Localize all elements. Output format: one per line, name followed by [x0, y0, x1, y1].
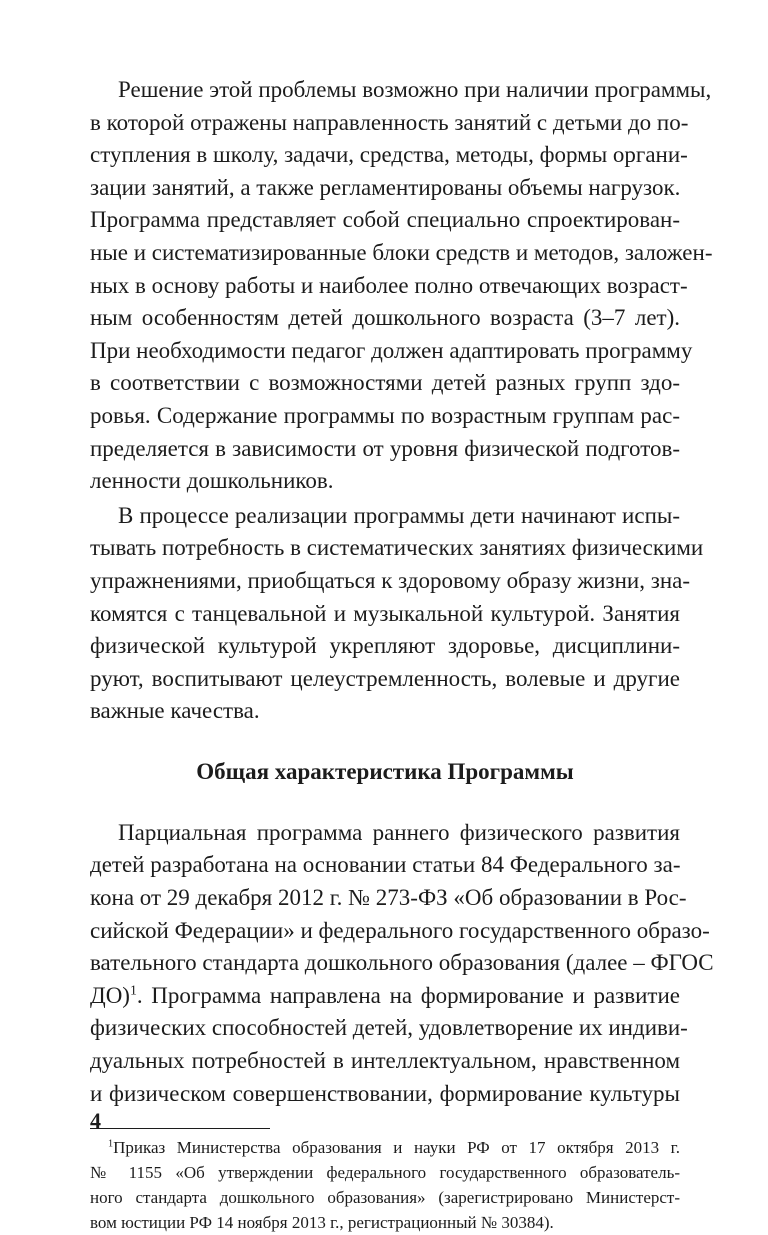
text-line: комятся с танцевальной и музыкальной культурой. Занятия	[90, 600, 680, 626]
text-line: тывать потребность в систематических занятиях физическими	[90, 535, 704, 561]
page-number: 4	[90, 1108, 101, 1133]
text-line: кона от 29 декабря 2012 г. № 273-ФЗ «Об образовании в Рос-	[90, 885, 687, 911]
text-line: дуальных потребностей в интеллектуальном, нравственном	[90, 1048, 680, 1074]
footnote-mark: 1	[108, 1138, 114, 1150]
text-line: Парциальная программа раннего физического развития	[118, 819, 680, 845]
text-line: пределяется в зависимости от уровня физической подготов-	[90, 435, 680, 461]
text-line: в соответствии с возможностями детей разных групп здо-	[90, 370, 680, 396]
text-line-with-footnote-ref	[90, 980, 680, 1013]
text-line: Программа представляет собой специально спроектирован-	[90, 207, 680, 233]
footnote-line: вом юстиции РФ 14 ноября 2013 г., регистрационный № 30384).	[90, 1213, 554, 1233]
text-line: ные и систематизированные блоки средств и методов, заложен-	[90, 239, 713, 265]
page-body	[90, 74, 714, 1235]
text-line: физических способностей детей, удовлетворение их индиви-	[90, 1015, 688, 1041]
paragraph-2	[90, 500, 704, 728]
text-line: вательного стандарта дошкольного образования (далее – ФГОС	[90, 950, 714, 976]
text-line: руют, воспитывают целеустремленность, волевые и другие	[90, 665, 680, 691]
text-line: ступления в школу, задачи, средства, методы, формы органи-	[90, 142, 688, 168]
text-line: детей разработана на основании статьи 84 Федерального за-	[90, 852, 681, 878]
text-line: ных в основу работы и наиболее полно отвечающих возраст-	[90, 272, 688, 298]
text-line: и физическом совершенствовании, формирование культуры	[90, 1080, 680, 1106]
text-line: ным особенностям детей дошкольного возраста (3–7 лет).	[90, 305, 680, 331]
paragraph-3	[90, 817, 714, 1110]
footnote-line: ного стандарта дошкольного образования» (зарегистрировано Министерст-	[90, 1188, 680, 1208]
text-line: физической культурой укрепляют здоровье, дисциплини-	[90, 633, 680, 659]
text-line: ленности дошкольников.	[90, 468, 334, 494]
footnote-ref-mark: 1	[129, 982, 137, 998]
section-heading: Общая характеристика Программы	[196, 758, 574, 784]
text-line: В процессе реализации программы дети начинают испы-	[118, 502, 680, 528]
text-line: зации занятий, а также регламентированы объемы нагрузок.	[90, 174, 681, 200]
footnote-divider	[90, 1128, 270, 1129]
text-line: сийской Федерации» и федерального государственного образо-	[90, 917, 710, 943]
text-line: упражнениями, приобщаться к здоровому образу жизни, зна-	[90, 567, 690, 593]
text-line: При необходимости педагог должен адаптировать программу	[90, 337, 693, 363]
text-line: в которой отражены направленность занятий с детьми до по-	[90, 109, 689, 135]
footnote-line	[90, 1135, 680, 1160]
footnote-line: № 1155 «Об утверждении федерального государственного образователь-	[90, 1163, 680, 1183]
footnote	[90, 1135, 680, 1235]
paragraph-1	[90, 74, 713, 498]
text-line: Решение этой проблемы возможно при наличии программы,	[118, 77, 712, 102]
text-line: важные качества.	[90, 698, 260, 724]
text-fragment: . Программа направлена на формирование и развитие	[136, 982, 680, 1008]
text-line: ровья. Содержание программы по возрастным группам рас-	[90, 402, 680, 428]
text-fragment: Приказ Министерства образования и науки РФ от 17 октября 2013 г.	[113, 1138, 680, 1158]
text-fragment: ДО)	[90, 982, 130, 1008]
